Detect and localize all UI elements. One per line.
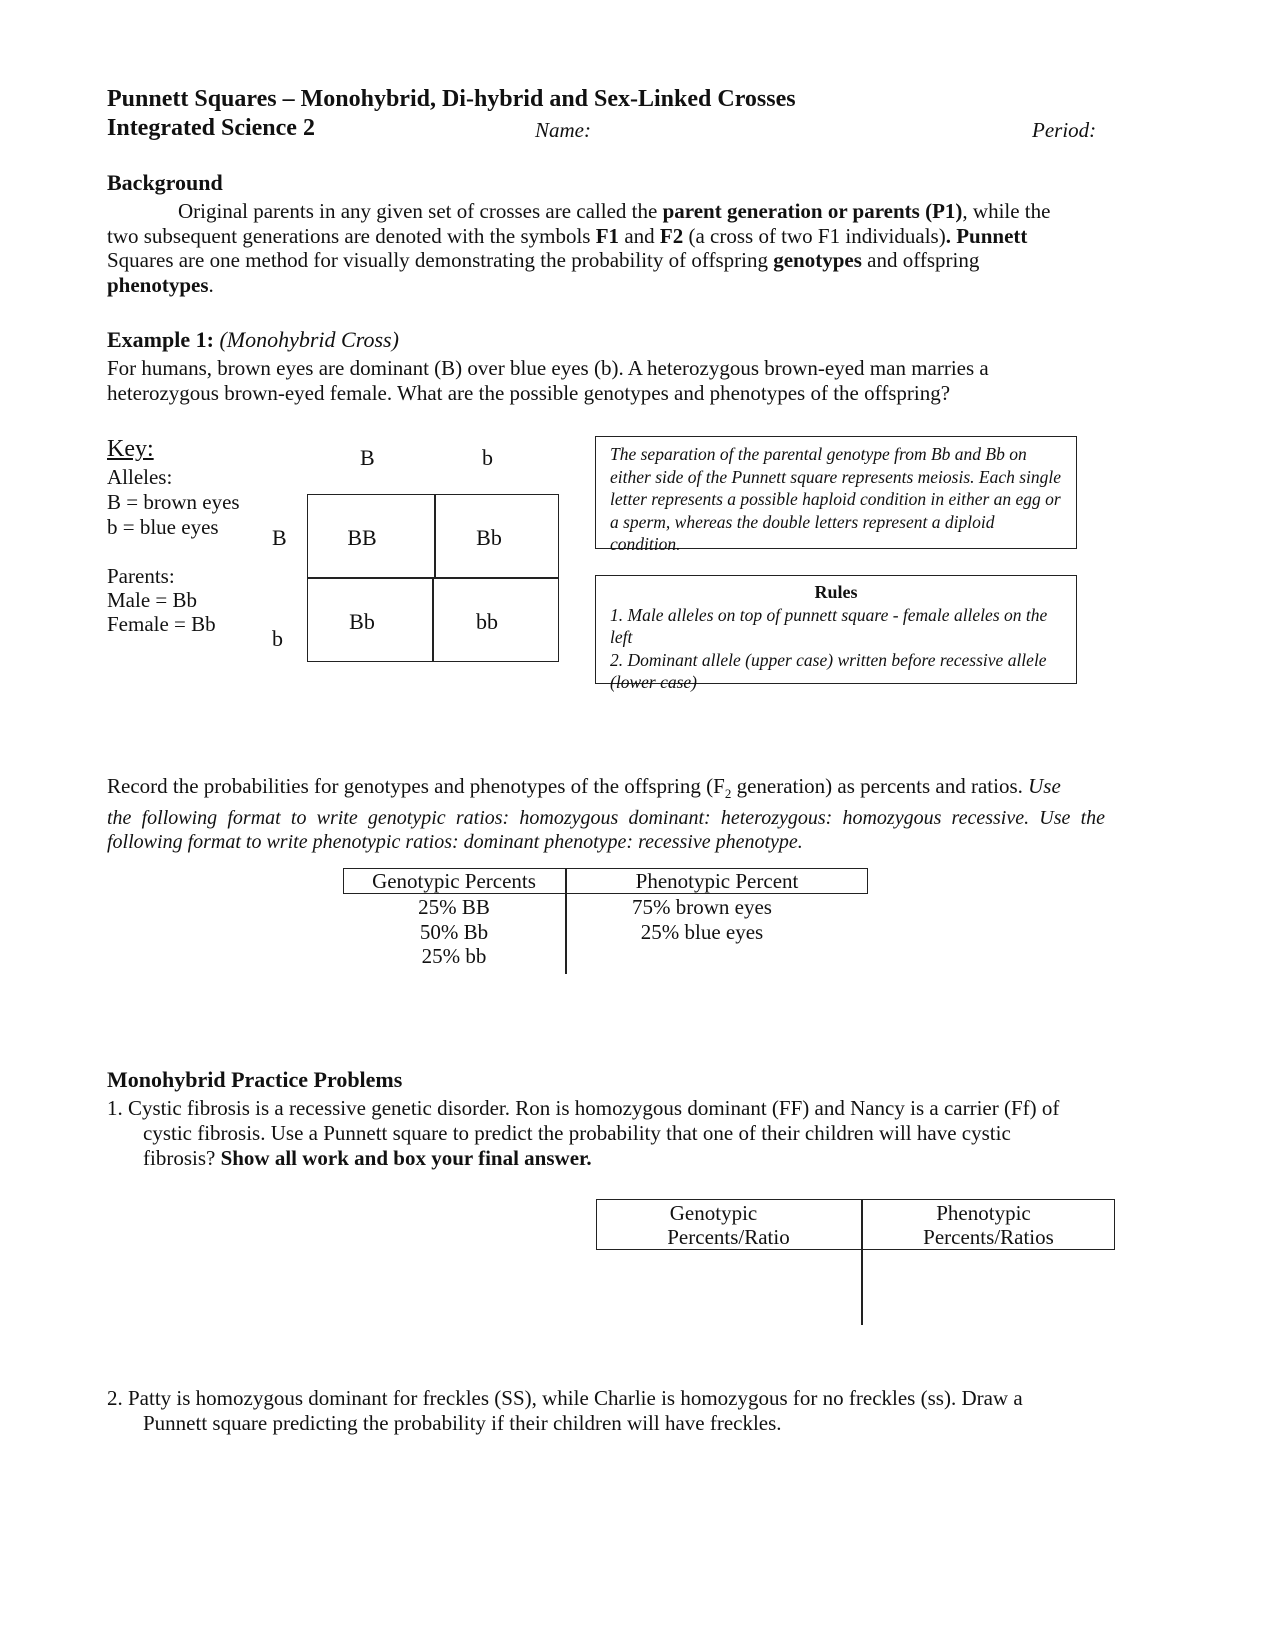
key-male: Male = Bb bbox=[107, 588, 197, 612]
background-line-2: two subsequent generations are denoted with the symbols F1 and F2 (a cross of two F1 individuals). Punnett bbox=[107, 224, 1028, 248]
practice-heading: Monohybrid Practice Problems bbox=[107, 1067, 403, 1092]
rule-1: 1. Male alleles on top of punnett square - female alleles on the left bbox=[610, 604, 1048, 647]
question-1-line-2: cystic fibrosis. Use a Punnett square to predict the probability that one of their children will have cystic bbox=[143, 1121, 1011, 1145]
meiosis-note-box bbox=[595, 436, 1077, 554]
punnett-cell-BB: BB bbox=[347, 525, 377, 550]
key-allele-B: B = brown eyes bbox=[107, 490, 240, 514]
background-line-4: phenotypes. bbox=[107, 273, 214, 297]
rule-2: 2. Dominant allele (upper case) written before recessive allele (lower case) bbox=[610, 649, 1047, 692]
phenotype-blue: 25% blue eyes bbox=[640, 919, 764, 944]
course-name: Integrated Science 2 bbox=[107, 115, 315, 141]
example-heading: Example 1: (Monohybrid Cross) bbox=[107, 327, 399, 352]
page-title: Punnett Squares – Monohybrid, Di-hybrid and Sex-Linked Crosses bbox=[107, 86, 796, 112]
punnett-top-allele-2: b bbox=[482, 445, 493, 470]
phenotype-brown: 75% brown eyes bbox=[632, 895, 772, 919]
background-line-1: Original parents in any given set of crosses are called the parent generation or parents (P1), while the bbox=[178, 199, 1051, 223]
question-2-line-2: Punnett square predicting the probability if their children will have freckles. bbox=[143, 1411, 782, 1435]
punnett-left-allele-2: b bbox=[272, 626, 283, 651]
meiosis-note-text: The separation of the parental genotype from Bb and Bb on either side of the Punnett square represents meiosis. Each single letter represents a possible haploid condition in either an egg or a sperm, whereas the double letters represent a diploid condition. bbox=[610, 444, 1062, 554]
key-allele-b: b = blue eyes bbox=[107, 515, 219, 539]
punnett-cell-Bb-1: Bb bbox=[476, 525, 502, 550]
name-label: Name: bbox=[535, 118, 591, 142]
example-question-line-2: heterozygous brown-eyed female. What are the possible genotypes and phenotypes of the offspring? bbox=[107, 381, 951, 405]
genotype-Bb: 50% Bb bbox=[419, 919, 489, 944]
answer-genotypic-header: Genotypic Percents/Ratio bbox=[667, 1201, 790, 1249]
question-1-line-1: 1. Cystic fibrosis is a recessive genetic disorder. Ron is homozygous dominant (FF) and Nancy is a carrier (Ff) of bbox=[107, 1096, 1060, 1120]
key-female: Female = Bb bbox=[107, 612, 216, 636]
phenotype-list bbox=[566, 895, 868, 944]
genotype-bb: 25% bb bbox=[421, 944, 487, 968]
genotype-BB: 25% BB bbox=[418, 895, 490, 919]
genotype-list bbox=[343, 895, 565, 969]
punnett-left-allele-1: B bbox=[272, 525, 287, 550]
period-label: Period: bbox=[1032, 118, 1097, 142]
key-parents-label: Parents: bbox=[107, 564, 175, 588]
background-line-3: Squares are one method for visually demonstrating the probability of offspring genotypes and offspring bbox=[107, 248, 980, 272]
answer-phenotypic-header: Phenotypic Percents/Ratios bbox=[923, 1201, 1054, 1249]
question-1-line-3: fibrosis? Show all work and box your final answer. bbox=[143, 1146, 592, 1170]
question-2-line-1: 2. Patty is homozygous dominant for freckles (SS), while Charlie is homozygous for no freckles (ss). Draw a bbox=[107, 1386, 1023, 1410]
rules-title: Rules bbox=[814, 582, 858, 602]
background-heading: Background bbox=[107, 170, 223, 195]
example-question-line-1: For humans, brown eyes are dominant (B) over blue eyes (b). A heterozygous brown-eyed man marries a bbox=[107, 356, 989, 380]
rules-box bbox=[595, 575, 1077, 692]
genotypic-percents-header: Genotypic Percents bbox=[372, 869, 536, 893]
punnett-cell-Bb-2: Bb bbox=[349, 609, 375, 634]
phenotypic-percent-header: Phenotypic Percent bbox=[635, 869, 799, 893]
key-title: Key: bbox=[107, 436, 154, 462]
record-instructions: Record the probabilities for genotypes and phenotypes of the offspring ($F_2$ generation) as percents and ratios. Use the following format to write genotypic ratios: homozygous dominant: heterozygous: homozygous recessive. Use the following format to write phenotypic ratios: dominant phenotype: recessive phenotype. bbox=[107, 774, 1105, 854]
key-alleles-label: Alleles: bbox=[107, 465, 173, 489]
punnett-cell-bb: bb bbox=[476, 609, 498, 634]
punnett-top-allele-1: B bbox=[360, 445, 375, 470]
